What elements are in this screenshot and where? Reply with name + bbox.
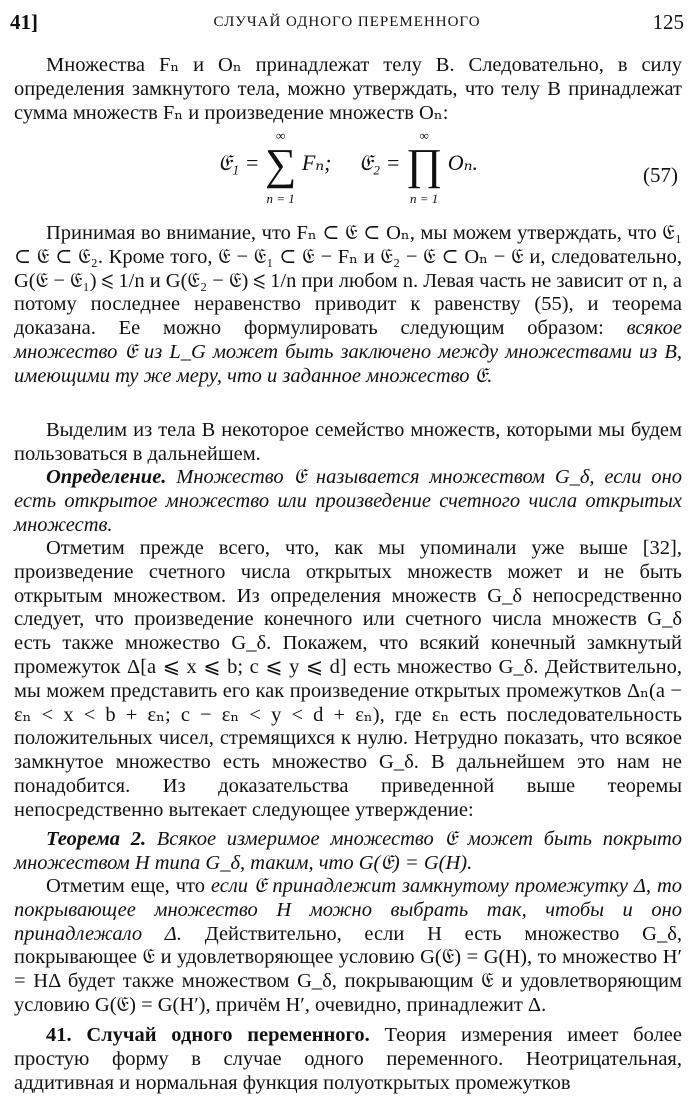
page-header: [10, 10, 684, 40]
section-body: Теория измерения имеет более простую форму в случае одного переменного. Неотрицательная, аддитивная и нормальная функция полуоткрытых промежутков: [14, 1024, 682, 1094]
eq-lhs-1: 𝔈₁ =: [217, 150, 265, 176]
sum-lower-limit: n = 1: [266, 191, 295, 206]
remark-rest: Действительно, если H есть множество G_δ, покрывающее 𝔈 и удовлетворяющее условию G(𝔈) = G(H), то множество H′ = HΔ будет также множеством G_δ, покрывающим 𝔈 и удовлетворяющим условию G(𝔈) = G(H′), причём H′, очевидно, принадлежит Δ.: [14, 922, 682, 1016]
proof-text: Принимая во внимание, что Fₙ ⊂ 𝔈 ⊂ Oₙ, мы можем утверждать, что 𝔈₁ ⊂ 𝔈 ⊂ 𝔈₂. Кроме того, 𝔈 − 𝔈₁ ⊂ 𝔈 − Fₙ и 𝔈₂ − 𝔈 ⊂ Oₙ − 𝔈 и, следовательно, G(𝔈 − 𝔈₁) ⩽ 1/n и G(𝔈₂ − 𝔈) ⩽ 1/n при любом n. Левая часть не зависит от n, а потому последнее неравенство приводит к равенству (55), и теорема доказана. Ее можно формулировать следующим образом:: [14, 222, 682, 340]
product-lower-limit: n = 1: [409, 191, 439, 206]
remark-lead: Отметим еще, что: [46, 875, 211, 897]
paragraph-proof: [14, 222, 682, 389]
definition-heading: Определение.: [46, 466, 167, 488]
display-equation-57: [14, 128, 682, 215]
paragraph-family: Выделим из тела B некоторое семейство множеств, которыми мы будем пользоваться в дальнейшем.: [14, 419, 682, 465]
definition-body: Множество 𝔈 называется множеством G_δ, если оно есть открытое множество или произведение счетного числа открытых множеств.: [14, 466, 682, 536]
paragraph-intro: Множества Fₙ и Oₙ принадлежат телу B. Следовательно, в силу определения замкнутого тела, можно утверждать, что телу B принадлежат сумма множеств Fₙ и произведение множеств Oₙ:: [14, 54, 682, 124]
page-number: 125: [652, 10, 684, 34]
definition: [14, 466, 682, 537]
sum-upper-limit: ∞: [275, 128, 286, 143]
product-symbol: ∏: [405, 140, 443, 189]
theorem-body: Всякое измеримое множество 𝔈 может быть покрыто множеством H типа G_δ, таким, что G(𝔈) = G(H).: [14, 828, 682, 874]
product-term: Oₙ.: [447, 150, 479, 176]
sum-symbol: ∑: [264, 140, 297, 189]
proof-conclusion: всякое множество 𝔈 из L_G может быть заключено между множествами из B, имеющими ту же меру, что и заданное множество 𝔈.: [14, 317, 682, 387]
section-title: 41. Случай одного переменного.: [46, 1024, 370, 1046]
sum-operator: [264, 128, 297, 206]
equation-number: (57): [643, 163, 678, 187]
theorem-heading: Теорема 2.: [46, 828, 147, 850]
product-operator: [405, 128, 443, 206]
eq-lhs-2: 𝔈₂ =: [359, 150, 406, 176]
section-41: [14, 1024, 682, 1095]
equation-body: [14, 128, 682, 206]
sum-term: Fₙ;: [301, 150, 332, 176]
section-marker: 41]: [10, 10, 38, 34]
product-upper-limit: ∞: [419, 128, 429, 143]
running-title: СЛУЧАЙ ОДНОГО ПЕРЕМЕННОГО: [213, 14, 481, 30]
paragraph-remark: [14, 875, 682, 1018]
remark-italic: если 𝔈 принадлежит замкнутому промежутку Δ, то покрывающее множество H можно выбрать так, чтобы и оно принадлежало Δ.: [14, 875, 683, 945]
paragraph-g-delta: Отметим прежде всего, что, как мы упоминали уже выше [32], произведение счетного числа открытых множеств может и не быть открытым множеством. Из определения множеств G_δ непосредственно следует, что произведение конечного или счетного числа множеств G_δ есть также множество G_δ. Покажем, что всякий конечный замкнутый промежуток Δ[a ⩽ x ⩽ b; c ⩽ y ⩽ d] есть множество G_δ. Действительно, мы можем представить его как произведение открытых промежутков Δₙ(a − εₙ < x < b + εₙ; c − εₙ < y < d + εₙ), где εₙ есть последовательность положительных чисел, стремящихся к нулю. Нетрудно показать, что всякое замкнутое множество есть множество G_δ. В дальнейшем это нам не понадобится. Из доказательства приведенной выше теоремы непосредственно вытекает следующее утверждение:: [14, 537, 682, 821]
theorem-2: [14, 828, 682, 876]
